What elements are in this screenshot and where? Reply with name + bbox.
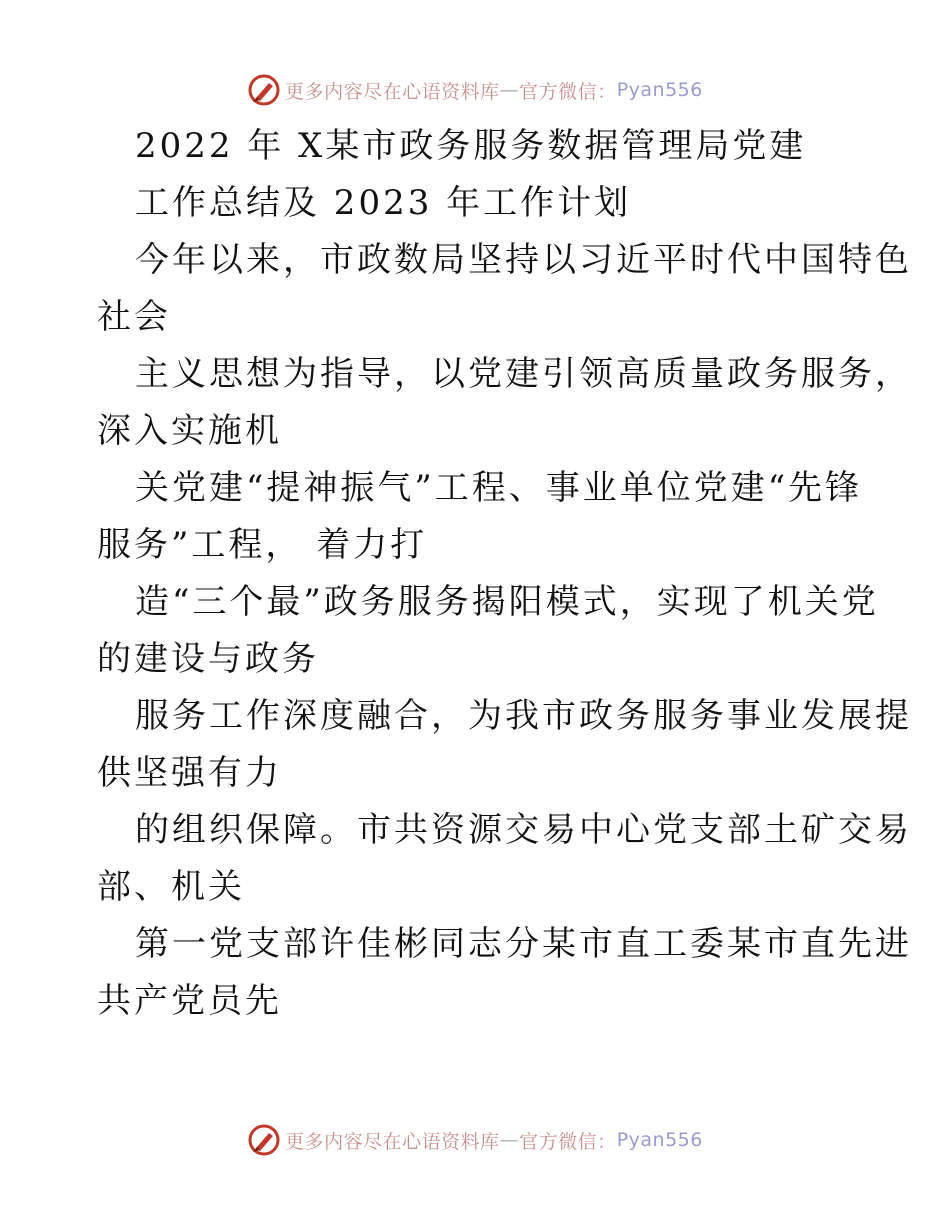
watermark-wechat-id: Pyan556 [616, 79, 703, 101]
watermark-official-label: 官方微信： [519, 80, 617, 103]
paragraph-line: 造“三个最”政务服务揭阳模式，实现了机关党 [135, 582, 879, 622]
paragraph-line: 主义思想为指导，以党建引领高质量政务服务， [135, 354, 912, 394]
paragraph-line: 供坚强有力 [97, 753, 282, 793]
watermark-text: 更多内容尽在心语资料库 [285, 1130, 500, 1153]
paragraph-line: 深入实施机 [97, 411, 282, 451]
paragraph-line: 的建设与政务 [97, 639, 319, 679]
footer-watermark [0, 1120, 950, 1160]
watermark-dash: — [499, 79, 520, 101]
watermark-official-label: 官方微信： [519, 1130, 617, 1153]
paragraph-line: 今年以来，市政数局坚持以习近平时代中国特色 [135, 240, 912, 280]
paragraph-line: 的组织保障。市共资源交易中心党支部土矿交易 [135, 810, 912, 850]
paragraph-line: 服务”工程， 着力打 [97, 525, 428, 565]
watermark-wechat-id: Pyan556 [616, 1129, 703, 1151]
paragraph-line: 共产党员先 [97, 981, 282, 1021]
pen-logo-icon [247, 1123, 281, 1157]
paragraph-line: 第一党支部许佳彬同志分某市直工委某市直先进 [135, 924, 912, 964]
watermark-text: 更多内容尽在心语资料库 [285, 80, 500, 103]
document-title-line-2: 工作总结及 2023 年工作计划 [135, 183, 632, 223]
document-title-line-1: 2022 年 X某市政务服务数据管理局党建 [135, 126, 807, 166]
paragraph-line: 部、机关 [97, 867, 245, 907]
paragraph-line: 服务工作深度融合，为我市政务服务事业发展提 [135, 696, 912, 736]
paragraph-line: 关党建“提神振气”工程、事业单位党建“先锋 [135, 468, 863, 508]
header-watermark [0, 70, 950, 110]
pen-logo-icon [247, 73, 281, 107]
document-body [97, 118, 912, 1030]
paragraph-line: 社会 [97, 297, 171, 337]
watermark-dash: — [499, 1129, 520, 1151]
